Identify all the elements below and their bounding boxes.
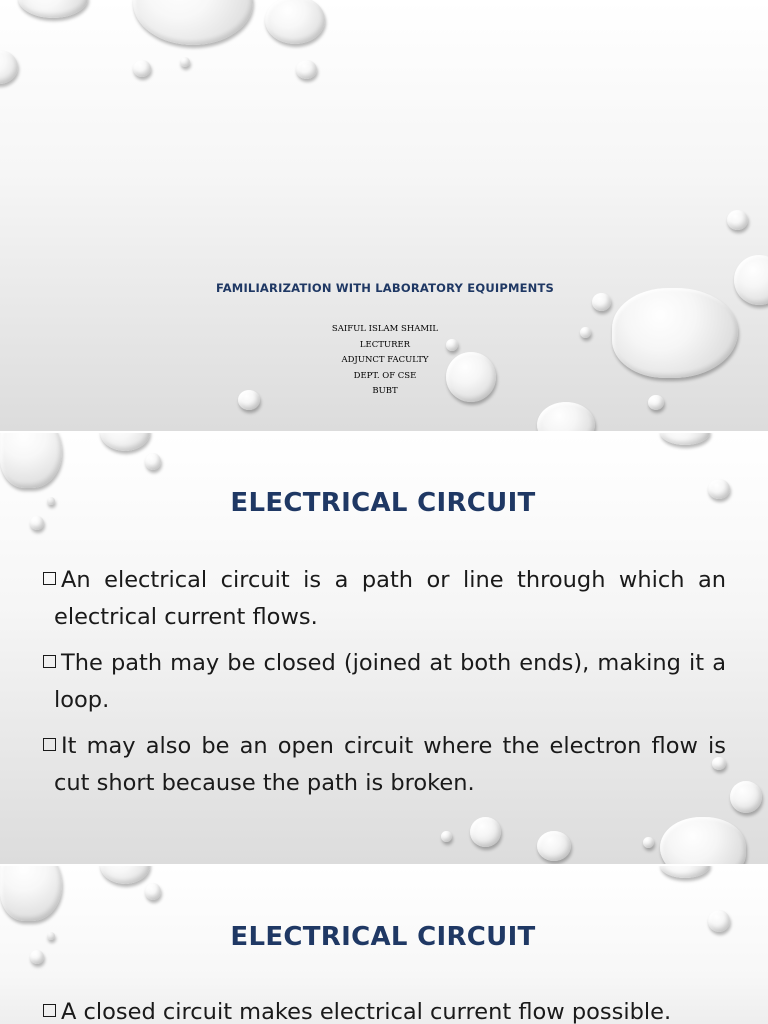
water-drop-decoration [18, 0, 88, 18]
hollow-square-bullet-icon [43, 655, 56, 668]
bullet-text: The path may be closed (joined at both ends), making it a loop. [54, 650, 726, 713]
author-position: ADJUNCT FACULTY [341, 355, 429, 365]
hollow-square-bullet-icon [43, 572, 56, 585]
water-drop-decoration [145, 453, 161, 470]
water-drop-decoration [133, 60, 151, 77]
water-drop-decoration [133, 0, 253, 45]
content-slide-electrical-circuit-2 [0, 866, 768, 1024]
content-slide-electrical-circuit [0, 433, 768, 864]
author-block [0, 322, 768, 400]
bullet-text: It may also be an open circuit where the electron flow is cut short because the path is broken. [54, 733, 726, 796]
author-name: SAIFUL ISLAM SHAMIL [331, 324, 439, 334]
water-drop-decoration [660, 433, 710, 445]
water-drop-decoration [734, 255, 768, 305]
water-drop-decoration [30, 516, 44, 530]
water-drop-decoration [265, 0, 325, 44]
author-role: LECTURER [359, 339, 411, 350]
list-item [40, 994, 726, 1024]
bullet-text: A closed circuit makes electrical current flow possible. [61, 999, 672, 1024]
list-item [40, 562, 726, 635]
water-drop-decoration [470, 817, 501, 847]
water-drop-decoration [100, 433, 150, 451]
water-drop-decoration [537, 831, 571, 861]
water-drop-decoration [100, 866, 150, 884]
water-drop-decoration [660, 817, 746, 864]
slide-heading: ELECTRICAL CIRCUIT [230, 488, 536, 518]
water-drop-decoration [441, 831, 452, 842]
list-item [40, 728, 726, 801]
water-drop-decoration [180, 57, 190, 67]
author-institution: BUBT [372, 386, 398, 396]
water-drop-decoration [592, 293, 611, 311]
water-drop-decoration [0, 50, 18, 84]
water-drop-decoration [0, 866, 62, 921]
water-drop-decoration [643, 837, 654, 848]
water-drop-decoration [296, 60, 317, 79]
bullet-text: An electrical circuit is a path or line through which an electrical current flows. [54, 567, 726, 630]
presentation-title: FAMILIARIZATION WITH LABORATORY EQUIPMENTS [215, 281, 555, 295]
water-drop-decoration [730, 781, 762, 813]
list-item [40, 645, 726, 718]
water-drop-decoration [145, 883, 161, 900]
water-drop-decoration [537, 402, 595, 431]
water-drop-decoration [727, 210, 748, 230]
water-drop-decoration [0, 433, 62, 488]
hollow-square-bullet-icon [43, 738, 56, 751]
bullet-list [40, 562, 726, 811]
water-drop-decoration [30, 950, 44, 964]
title-slide [0, 0, 768, 431]
water-drop-decoration [660, 866, 710, 878]
bullet-list [40, 994, 726, 1024]
slide-heading: ELECTRICAL CIRCUIT [230, 922, 536, 952]
hollow-square-bullet-icon [43, 1004, 56, 1017]
author-department: DEPT. OF CSE [353, 370, 417, 381]
